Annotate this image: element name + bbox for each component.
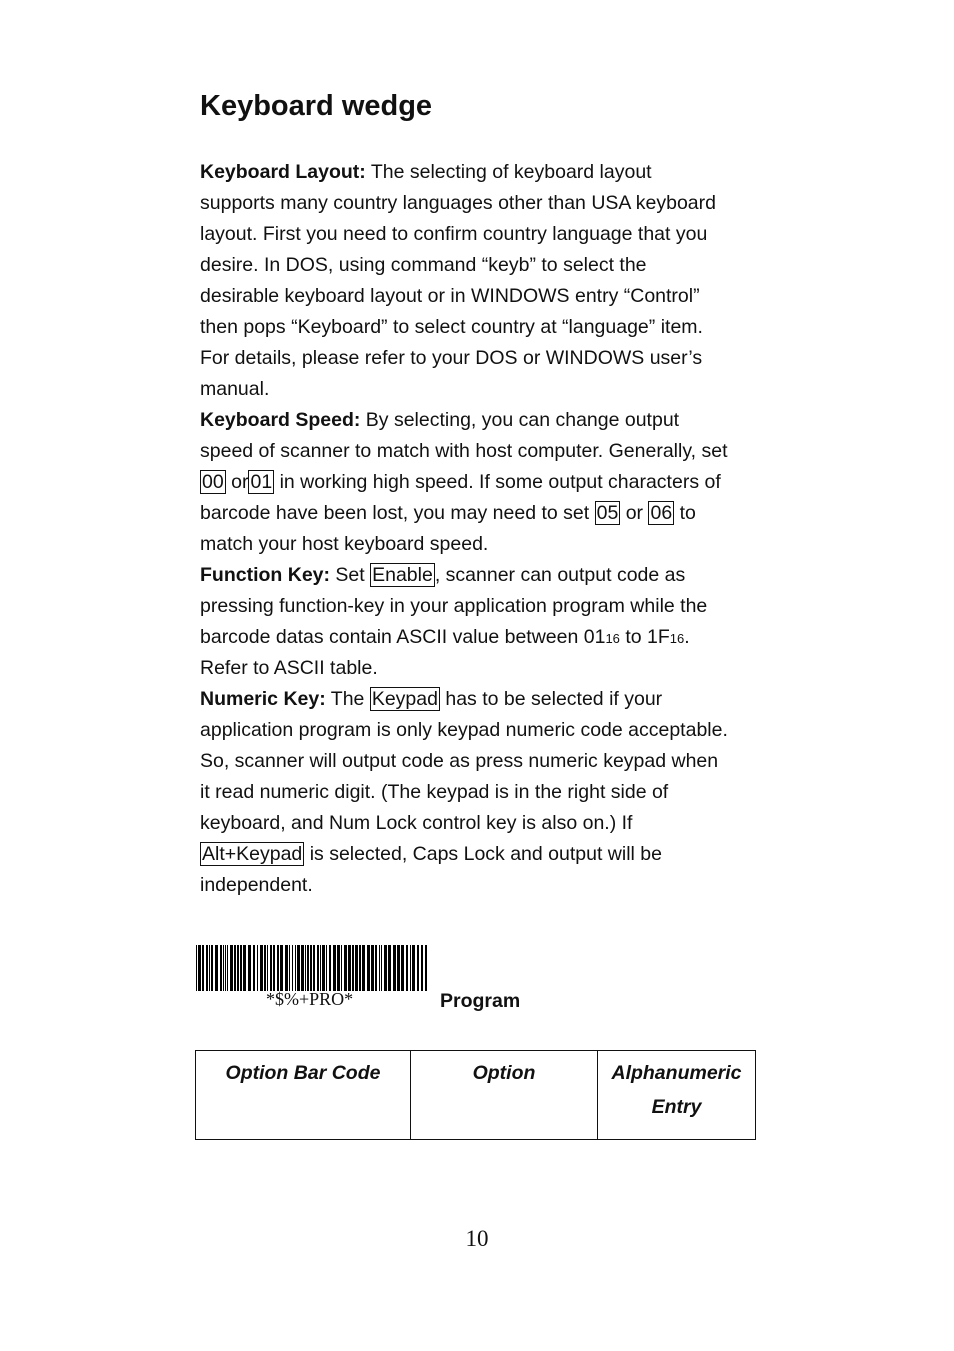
paragraph-line: application program is only keypad numeric code acceptable.	[200, 719, 728, 741]
paragraph-line: desire. In DOS, using command “keyb” to select the	[200, 254, 647, 276]
paragraph-line	[200, 405, 770, 436]
paragraph-line: desirable keyboard layout or in WINDOWS entry “Control”	[200, 285, 700, 307]
paragraph-line: So, scanner will output code as press numeric keypad when	[200, 750, 719, 772]
keypad-option: Keypad	[371, 688, 438, 710]
speed-value-01: 01	[250, 471, 273, 493]
text: By selecting, you can change output	[360, 409, 680, 431]
paragraph-line: speed of scanner to match with host computer. Generally, set	[200, 440, 728, 462]
text: or	[225, 471, 249, 493]
page-title: Keyboard wedge	[200, 90, 433, 122]
text: barcode have been lost, you may need to set	[200, 502, 595, 524]
paragraph-line: it read numeric digit. (The keypad is in the right side of	[200, 781, 669, 803]
text: in working high speed. If some output characters of	[274, 471, 721, 493]
barcode-icon	[196, 945, 431, 991]
text: has to be selected if your	[439, 688, 663, 710]
paragraph-line: layout. First you need to confirm country language that you	[200, 223, 708, 245]
paragraph-line	[200, 467, 770, 498]
barcode-caption: *$%+PRO*	[266, 989, 354, 1009]
text: , scanner can output code as	[434, 564, 686, 586]
table-header-cell	[598, 1051, 756, 1140]
speed-value-06: 06	[650, 502, 673, 524]
paragraph-line: For details, please refer to your DOS or WINDOWS user’s	[200, 347, 703, 369]
header-text: Option	[472, 1062, 536, 1084]
text: The selecting of keyboard layout	[365, 161, 652, 183]
text: Set	[330, 564, 371, 586]
keyboard-layout-label: Keyboard Layout:	[200, 161, 366, 183]
paragraph-line: manual.	[200, 378, 270, 400]
function-key-label: Function Key:	[200, 564, 330, 586]
table-header-row	[196, 1051, 756, 1140]
alt-keypad-option: Alt+Keypad	[202, 843, 303, 865]
paragraph-line	[200, 560, 770, 591]
text: .	[684, 626, 690, 648]
numeric-key-label: Numeric Key:	[200, 688, 326, 710]
header-text: Alphanumeric	[611, 1062, 742, 1084]
program-barcode	[196, 945, 431, 1015]
paragraph-line: supports many country languages other than USA keyboard	[200, 192, 716, 214]
paragraph-line: Refer to ASCII table.	[200, 657, 378, 679]
subscript: 16	[605, 631, 620, 646]
table-header-cell	[411, 1051, 598, 1140]
table-header-cell	[196, 1051, 411, 1140]
paragraph-line: independent.	[200, 874, 313, 896]
paragraph-line	[200, 839, 770, 870]
body-text	[200, 157, 770, 901]
paragraph-line: keyboard, and Num Lock control key is also on.) If	[200, 812, 633, 834]
text: or	[620, 502, 649, 524]
speed-value-05: 05	[596, 502, 619, 524]
header-text: Option Bar Code	[225, 1062, 381, 1084]
header-text: Entry	[651, 1096, 702, 1118]
text: to 1F	[619, 626, 670, 648]
text: is selected, Caps Lock and output will be	[304, 843, 662, 865]
speed-value-00: 00	[202, 471, 224, 493]
paragraph-line: pressing function-key in your application program while the	[200, 595, 708, 617]
paragraph-line	[200, 157, 770, 188]
paragraph-line	[200, 622, 770, 653]
keyboard-speed-label: Keyboard Speed:	[200, 409, 361, 431]
text: The	[325, 688, 370, 710]
paragraph-line: then pops “Keyboard” to select country at “language” item.	[200, 316, 703, 338]
enable-option: Enable	[372, 564, 433, 586]
option-table	[195, 1050, 756, 1140]
barcode-label: Program	[440, 990, 521, 1012]
paragraph-line	[200, 684, 770, 715]
subscript: 16	[669, 631, 685, 646]
text: barcode datas contain ASCII value between 01	[200, 626, 606, 648]
paragraph-line: match your host keyboard speed.	[200, 533, 489, 555]
paragraph-line	[200, 498, 770, 529]
text: to	[674, 502, 696, 524]
page-number: 10	[465, 1226, 489, 1251]
